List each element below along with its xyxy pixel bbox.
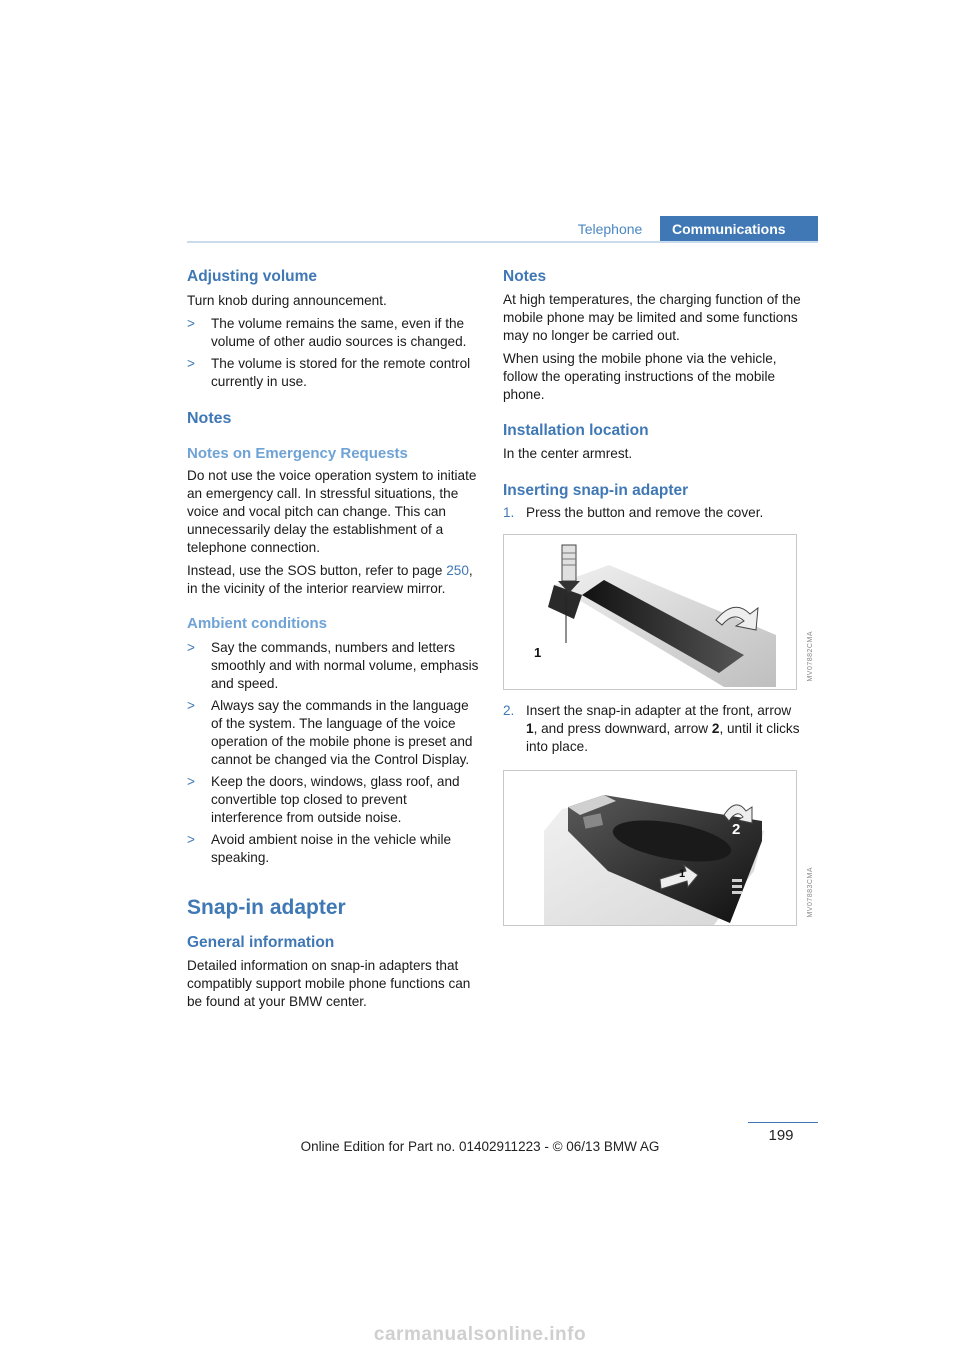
- figure-callout-1: 1: [679, 868, 686, 880]
- list-item: 1. Press the button and remove the cover.: [503, 505, 764, 520]
- inserting-heading: Inserting snap-in adapter: [503, 482, 689, 499]
- page-number-rule: [748, 1122, 818, 1123]
- bullet-marker: >: [187, 832, 195, 847]
- right-notes-para1: At high temperatures, the charging function of the mobile phone may be limited and some functions may no longer be carried out.: [503, 292, 801, 343]
- watermark: carmanualsonline.info: [373, 1324, 587, 1345]
- bullet-marker: >: [187, 640, 195, 655]
- figure-remove-cover: [503, 534, 814, 690]
- installation-heading: Installation location: [503, 422, 649, 439]
- list-item: > The volume remains the same, even if the volume of other audio sources is changed.: [187, 316, 467, 349]
- figure-callout-2: 2: [732, 821, 741, 838]
- list-item: > Keep the doors, windows, glass roof, and convertible top closed to prevent interference from outside noise.: [187, 774, 460, 825]
- emergency-heading: Notes on Emergency Requests: [187, 445, 408, 462]
- general-info-heading: General information: [187, 934, 335, 951]
- right-column: [503, 262, 814, 926]
- inserting-steps-2: [503, 702, 801, 756]
- snapin-heading: Snap-in adapter: [187, 896, 346, 919]
- bullet-marker: >: [187, 356, 195, 371]
- step-number: 2.: [503, 703, 515, 718]
- right-notes-heading: Notes: [503, 268, 547, 285]
- inserting-steps: [503, 504, 801, 522]
- header-section-label: Telephone: [577, 221, 643, 237]
- list-item: > Avoid ambient noise in the vehicle while speaking.: [187, 832, 452, 865]
- figure-insert-adapter: [503, 770, 814, 926]
- adjusting-volume-heading: Adjusting volume: [187, 268, 318, 285]
- adjusting-volume-list: [187, 315, 482, 391]
- emergency-paragraph: Do not use the voice operation system to initiate an emergency call. In stressful situations, the voice and vocal pitch can change. This can unnecessarily delay the establishment of a telephone connection.: [187, 468, 477, 555]
- figure-insert-adapter-drawing: [504, 771, 796, 925]
- figure-code: MV07883CMA: [807, 867, 814, 918]
- installation-text: In the center armrest.: [503, 446, 633, 461]
- figure-callout-1: 1: [534, 645, 542, 660]
- bullet-marker: >: [187, 774, 195, 789]
- list-item: > Always say the commands in the language of the system. The language of the voice operation of the mobile phone is preset and cannot be changed via the Control Display.: [187, 698, 473, 767]
- ambient-list: [187, 639, 482, 867]
- list-item: 2. Insert the snap-in adapter at the front, arrow 1, and press downward, arrow 2, until it clicks into place.: [503, 703, 800, 754]
- step-number: 1.: [503, 505, 515, 520]
- emergency-sos-paragraph: Instead, use the SOS button, refer to page 250, in the vicinity of the interior rearview mirror.: [187, 563, 473, 596]
- general-info-text: Detailed information on snap-in adapters that compatibly support mobile phone functions can be found at your BMW center.: [187, 958, 471, 1009]
- list-item: > The volume is stored for the remote control currently in use.: [187, 356, 471, 389]
- bullet-marker: >: [187, 316, 195, 331]
- ambient-heading: Ambient conditions: [187, 615, 327, 632]
- left-column: [187, 262, 482, 1011]
- adjusting-volume-intro: Turn knob during announcement.: [187, 293, 387, 308]
- page-number: 199: [768, 1127, 794, 1144]
- right-notes-para2: When using the mobile phone via the vehicle, follow the operating instructions of the mobile phone.: [503, 351, 777, 402]
- figure-remove-cover-drawing: [504, 535, 796, 689]
- header-chapter-tab: Communications: [660, 216, 818, 243]
- page-reference-link[interactable]: 250: [446, 563, 469, 578]
- notes-heading: Notes: [187, 410, 232, 427]
- edition-footer: Online Edition for Part no. 01402911223 - © 06/13 BMW AG: [300, 1139, 660, 1154]
- header-rule: [187, 241, 818, 243]
- list-item: > Say the commands, numbers and letters smoothly and with normal volume, emphasis and speed.: [187, 640, 479, 691]
- bullet-marker: >: [187, 698, 195, 713]
- figure-code: MV07882CMA: [807, 631, 814, 682]
